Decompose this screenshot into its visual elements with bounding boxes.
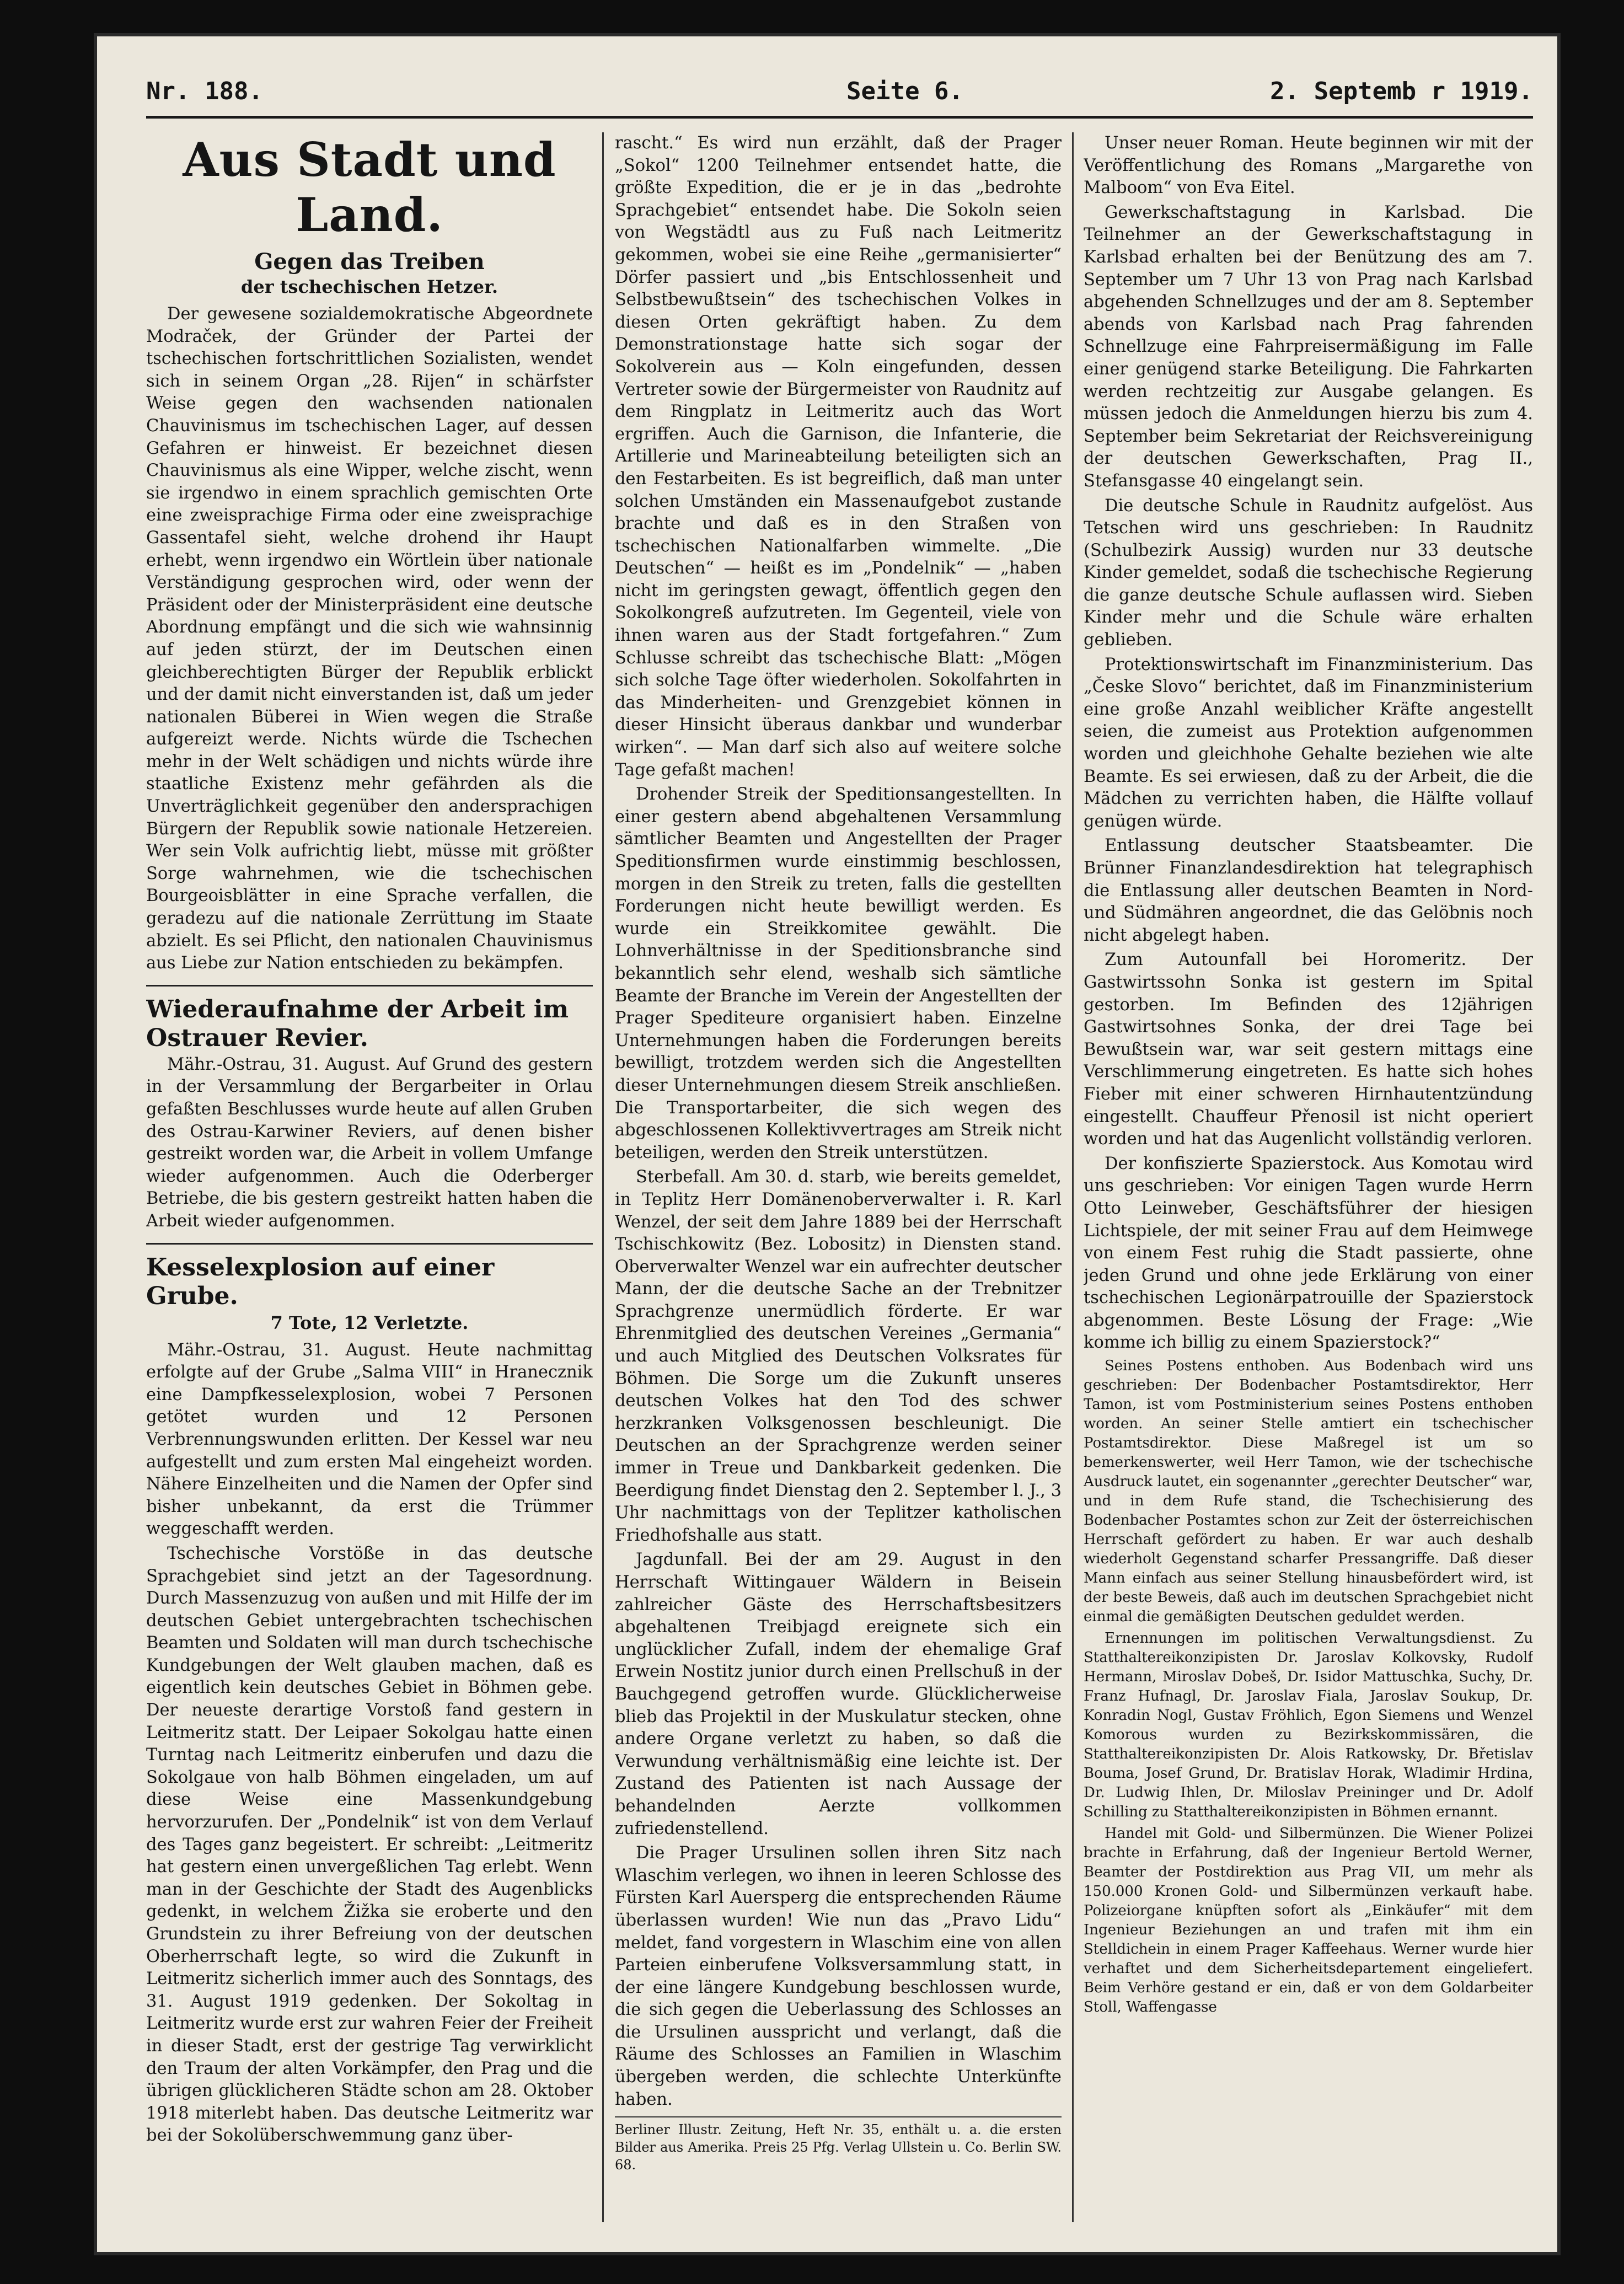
article-paragraph: rascht.“ Es wird nun erzählt, daß der Prager „Sokol“ 1200 Teilnehmer entsendet hatte, die größte Expedition, die er je in das „bedrohte Sprachgebiet“ entsendet habe. Die Sokoln seien von Wegstädtl aus zu Fuß nach Leitmeritz gekommen, wobei sie eine Reihe „germanisierter“ Dörfer passiert und „bis Entschlossenheit und Selbstbewußtsein“ des tschechischen Volkes in diesen Orten gekräftigt haben. Zu dem Demonstrationstage hatte sich sogar der Sokolverein aus — Koln eingefunden, dessen Vertreter sowie der Bürgermeister von Raudnitz auf dem Ringplatz in Leitmeritz auch das Wort ergriffen. Auch die Garnison, die Infanterie, die Artillerie und Marineabteilung beteiligten sich an den Festarbeiten. Es ist begreiflich, daß man unter solchen Umständen ein Massenaufgebot zustande brachte und daß es in den Straßen von tschechischen Nationalfarben wimmelte. „Die Deutschen“ — heißt es im „Pondelnik“ — „haben nicht im geringsten gewagt, öffentlich gegen den Sokolkongreß aufzutreten. Im Gegenteil, viele von ihnen waren aus der Stadt fortgefahren.“ Zum Schlusse schreibt das tschechische Blatt: „Mögen sich solche Tage öfter wiederholen. Sokolfahrten in das Minderheiten- und Grenzgebiet können in dieser Hinsicht überaus dankbar und wunderbar wirken“. — Man darf sich also auf weitere solche Tage gefaßt machen!	[615, 133, 1062, 780]
article-paragraph: Mähr.-Ostrau, 31. August. Heute nachmittag erfolgte auf der Grube „Salma VIII“ in Hranecznik eine Dampfkesselexplosion, wobei 7 Personen getötet wurden und 12 Personen Verbrennungswunden erlitten. Der Kessel war neu aufgestellt und zum ersten Mal eingeheizt worden. Nähere Einzelheiten und die Namen der Opfer sind bisher unbekannt, da erst die Trümmer weggeschafft werden.	[146, 1340, 593, 1539]
article-headline: Gegen das Treiben	[254, 249, 485, 275]
article-headline: Kesselexplosion auf einer Grube.	[146, 1243, 593, 1311]
page-number: Seite 6.	[846, 77, 963, 105]
article-paragraph: Unser neuer Roman. Heute beginnen wir mit der Veröffentlichung des Romans „Margarethe von Malboom“ von Eva Eitel.	[1084, 133, 1533, 198]
column-rule	[602, 132, 604, 2222]
article-paragraph: Handel mit Gold- und Silbermünzen. Die Wiener Polizei brachte in Erfahrung, daß der Ingenieur Bertold Werner, Beamter der Postdirektion aus Prag VII, um mehr als 150.000 Kronen Gold- und Silbermünzen verkauft habe. Polizeiorgane knüpften sofort als „Einkäufer“ mit dem Ingenieur Beziehungen an und trafen mit ihm ein Stelldichein in einem Prager Kaffeehaus. Werner wurde hier verhaftet und dem Sicherheitsdepartement eingeliefert. Beim Verhöre gestand er ein, daß er von dem Goldarbeiter Stoll, Waffengasse	[1084, 1825, 1533, 2016]
article-paragraph: Mähr.-Ostrau, 31. August. Auf Grund des gestern in der Versammlung der Bergarbeiter in Orlau gefaßten Beschlusses wurde heute auf allen Gruben des Ostrau-Karwiner Reviers, auf denen bisher gestreikt worden war, die Arbeit in vollem Umfange wieder aufgenommen. Auch die Oderberger Betriebe, die bis gestern gestreikt hatten haben die Arbeit wieder aufgenommen.	[146, 1054, 593, 1231]
article-paragraph: Der konfiszierte Spazierstock. Aus Komotau wird uns geschrieben: Vor einigen Tagen wurde Herrn Otto Leinweber, Geschäftsführer der hiesigen Lichtspiele, der mit seiner Frau auf dem Heimwege von einem Fest ruhig die Stadt passierte, ohne jeden Grund und ohne jede Erklärung von einer tschechischen Legionärpatrouille der Spazierstock abgenommen. Beste Lösung der Frage: „Wie komme ich billig zu einem Spazierstock?“	[1084, 1154, 1533, 1353]
article-headline: Wiederaufnahme der Arbeit im Ostrauer Revier.	[146, 985, 593, 1053]
issue-date: 2. Septemb r 1919.	[1270, 77, 1533, 105]
article-paragraph: Sterbefall. Am 30. d. starb, wie bereits gemeldet, in Teplitz Herr Domänenoberverwalter i. R. Karl Wenzel, der seit dem Jahre 1889 bei der Herrschaft Tschischkowitz (Bez. Lobositz) in Diensten stand. Oberverwalter Wenzel war ein aufrechter deutscher Mann, der die deutsche Sache an der Trebnitzer Sprachgrenze unermüdlich förderte. Er war Ehrenmitglied des deutschen Vereines „Germania“ und auch Mitglied des Deutschen Volksrates für Böhmen. Die Sorge um die Zukunft unseres deutschen Volkes hat den Tod des schwer herzkranken Volksgenossen beschleunigt. Die Deutschen an der Sprachgrenze werden seiner immer in Treue und Dankbarkeit gedenken. Die Beerdigung findet Dienstag den 2. September l. J., 3 Uhr nachmittags von der Teplitzer katholischen Friedhofshalle aus statt.	[615, 1167, 1062, 1545]
page-header	[146, 77, 1533, 119]
article-paragraph: Jagdunfall. Bei der am 29. August in den Herrschaft Wittingauer Wäldern in Beisein zahlreicher Gäste des Herrschaftsbesitzers abgehaltenen Treibjagd ereignete sich ein unglücklicher Zufall, indem der ehemalige Graf Erwein Nostitz junior durch einen Prellschuß in der Bauchgegend getroffen wurde. Glücklicherweise blieb das Projektil in der Muskulatur stecken, ohne andere Organe verletzt zu haben, so daß die Verwundung verhältnismäßig eine leichte ist. Der Zustand des Patienten ist nach Aussage der behandelnden Aerzte vollkommen zufriedenstellend.	[615, 1550, 1062, 1838]
section-masthead: Aus Stadt und Land.	[183, 132, 556, 242]
article-paragraph: Der gewesene sozialdemokratische Abgeordnete Modraček, der Gründer der Partei der tschechischen fortschrittlichen Sozialisten, wendet sich in seinem Organ „28. Rijen“ in schärfster Weise gegen den wachsenden nationalen Chauvinismus im tschechischen Lager, auf dessen Gefahren er hinweist. Er bezeichnet diesen Chauvinismus als eine Wipper, welche zischt, wenn sie irgendwo in einem sprachlich gemischten Orte eine zweisprachige Firma oder eine zweisprachige Gassentafel sieht, welche drohend ihr Haupt erhebt, wenn irgendwo ein Wörtlein über nationale Verständigung gesprochen wird, oder wenn der Präsident oder der Ministerpräsident eine deutsche Abordnung empfängt und die sich wie wahnsinnig auf jeden stürzt, der im Deutschen einen gleichberechtigten Bürger der Republik erblickt und der damit nicht einverstanden ist, daß um jeder nationalen Büberei in Wien wegen die Straße aufgereizt werde. Nichts würde die Tschechen mehr in der Welt schädigen und nichts würde ihre staatliche Existenz mehr gefährden als die Unverträglichkeit gegenüber den andersprachigen Bürgern der Republik sowie nationale Hetzereien. Wer sein Volk aufrichtig liebt, müsse mit größter Sorge wahrnehmen, wie die tschechischen Bourgeoisblätter in eine Sprache verfallen, die geradezu auf die nationale Zerrüttung im Staate abzielt. Es sei Pflicht, den nationalen Chauvinismus aus Liebe zur Nation entschieden zu bekämpfen.	[146, 304, 593, 973]
article-paragraph: Die Prager Ursulinen sollen ihren Sitz nach Wlaschim verlegen, wo ihnen in leeren Schlosse des Fürsten Karl Auersperg die entsprechenden Räume überlassen wurden! Wie nun das „Pravo Lidu“ meldet, fand vorgestern in Wlaschim eine von allen Parteien einberufene Volksversammlung statt, in der eine längere Kundgebung beschlossen wurde, die sich gegen die Ueberlassung des Schlosses an die Ursulinen ausspricht und verlangt, daß die Räume des Schlosses an Familien in Wlaschim übergeben werden, die schlechte Unterkünfte haben.	[615, 1843, 1062, 2109]
article-paragraph: Protektionswirtschaft im Finanzministerium. Das „Česke Slovo“ berichtet, daß im Finanzministerium eine große Anzahl weiblicher Kräfte angestellt seien, die zumeist aus Protektion aufgenommen worden und gleichhohe Gehalte beziehen wie alte Beamte. Es sei erwiesen, daß zu der Arbeit, die die Mädchen zu verrichten haben, die Hälfte vollauf genügen würde.	[1084, 655, 1533, 831]
article-subheadline: der tschechischen Hetzer.	[240, 276, 499, 297]
article-paragraph: Gewerkschaftstagung in Karlsbad. Die Teilnehmer an der Gewerkschaftstagung in Karlsbad erhalten bei der Benützung des am 7. September um 7 Uhr 13 von Prag nach Karlsbad abgehenden Schnellzuges und der am 8. September abends von Karlsbad nach Prag fahrenden Schnellzuge eine Fahrpreisermäßigung im Falle einer genügend starke Beteiligung. Die Fahrkarten werden rechtzeitig zur Ausgabe gelangen. Es müssen jedoch die Anmeldungen hierzu bis zum 4. September beim Sekretariat der Reichsvereinigung der deutschen Gewerkschaften, Prag II., Stefansgasse 40 eingelangt sein.	[1084, 202, 1533, 491]
column-rule	[1072, 132, 1074, 2222]
column-2	[615, 132, 1062, 2228]
issue-number: Nr. 188.	[146, 77, 263, 105]
column-3	[1084, 132, 1533, 2228]
article-paragraph: Die deutsche Schule in Raudnitz aufgelöst. Aus Tetschen wird uns geschrieben: In Raudnitz (Schulbezirk Aussig) wurden nur 33 deutsche Kinder gemeldet, sodaß die tschechische Regierung die ganze deutsche Schule auflassen wird. Sieben Kinder mehr und die Schule wäre erhalten geblieben.	[1084, 496, 1533, 650]
article-paragraph: Seines Postens enthoben. Aus Bodenbach wird uns geschrieben: Der Bodenbacher Postamtsdirektor, Herr Tamon, ist vom Postministerium seines Postens enthoben worden. An seiner Stelle amtiert ein tschechischer Postamtsdirektor. Diese Maßregel ist um so bemerkenswerter, weil Herr Tamon, wie der tschechische Ausdruck lautet, ein sogenannter „gerechter Deutscher“ war, und in dem Rufe stand, die Tschechisierung des Bodenbacher Postamtes schon zur Zeit der österreichischen Herrschaft gefördert zu haben. Er war auch deshalb wiederholt Gegenstand scharfer Pressangriffe. Daß dieser Mann einfach aus seiner Stellung hinausbefördert wird, ist der beste Beweis, daß auch im deutschen Sprachgebiet nicht einmal die gemäßigten Deutschen geduldet werden.	[1084, 1358, 1533, 1626]
article-paragraph: Drohender Streik der Speditionsangestellten. In einer gestern abend abgehaltenen Versammlung sämtlicher Beamten und Angestellten der Prager Speditionsfirmen wurde einstimmig beschlossen, morgen in den Streik zu treten, falls die gestellten Forderungen nicht heute bewilligt werden. Es wurde ein Streikkomitee gewählt. Die Lohnverhältnisse in der Speditionsbranche sind bekanntlich sehr elend, weshalb sich sämtliche Beamte der Branche im Verein der Angestellten der Prager Spediteure organisiert haben. Einzelne Unternehmungen haben die Forderungen bereits bewilligt, trotzdem werden sich die Angestellten dieser Unternehmungen diesem Streik anschließen. Die Transportarbeiter, die sich wegen des abgeschlossenen Kollektivvertrages am Streik nicht beteiligen, werden den Streik unterstützen.	[615, 785, 1062, 1162]
newspaper-page	[94, 33, 1561, 2255]
advertisement-note: Berliner Illustr. Zeitung, Heft Nr. 35, enthält u. a. die ersten Bilder aus Amerika. Preis 25 Pfg. Verlag Ullstein u. Co. Berlin SW. 68.	[615, 2116, 1062, 2174]
column-1	[146, 132, 593, 2228]
article-subheadline: 7 Tote, 12 Verletzte.	[270, 1312, 469, 1333]
article-paragraph: Tschechische Vorstöße in das deutsche Sprachgebiet sind jetzt an der Tagesordnung. Durch Massenzuzug von außen und mit Hilfe der im deutschen Gebiet untergebrachten tschechischen Beamten und Soldaten will man durch tschechische Kundgebungen der Welt glauben machen, daß es eigentlich kein deutsches Gebiet in Böhmen gebe. Der neueste derartige Vorstoß fand gestern in Leitmeritz statt. Der Leipaer Sokolgau hatte einen Turntag nach Leitmeritz einberufen und dazu die Sokolgaue von halb Böhmen eingeladen, um auf diese Weise eine Massenkundgebung hervorzurufen. Der „Pondelnik“ ist von dem Verlauf des Tages ganz begeistert. Er schreibt: „Leitmeritz hat gestern einen unvergeßlichen Tag erlebt. Wenn man in der Geschichte der Stadt des Augenblicks gedenkt, in welchem Žižka sie eroberte und den Grundstein zu ihrer Befreiung von der deutschen Oberherrschaft legte, so wird die Zukunft in Leitmeritz sicherlich immer auch des Sonntags, des 31. August 1919 gedenken. Der Sokoltag in Leitmeritz wurde erst zur wahren Feier der Freiheit in dieser Stadt, erst der gestrige Tag verwirklicht den Traum der alten Vorkämpfer, den Prag und die übrigen glücklicheren Städte schon am 28. Oktober 1918 miterlebt haben. Das deutsche Leitmeritz war bei der Sokolüberschwemmung ganz über-	[146, 1543, 593, 2146]
article-paragraph: Ernennungen im politischen Verwaltungsdienst. Zu Statthaltereikonzipisten Dr. Jaroslav Kolkovsky, Rudolf Hermann, Miroslav Dobeš, Dr. Isidor Mattuschka, Suchy, Dr. Franz Hufnagl, Dr. Jaroslav Fiala, Jaroslav Soukup, Dr. Konradin Nogl, Gustav Fröhlich, Egon Siemens und Wenzel Komorous wurden zu Bezirkskommissären, die Statthaltereikonzipisten Dr. Alois Ratkowsky, Dr. Břetislav Bouma, Josef Grund, Dr. Bratislav Horak, Wladimir Hrdina, Dr. Ludwig Ihlen, Dr. Miloslav Preininger und Dr. Adolf Schilling zu Statthaltereikonzipisten in Böhmen ernannt.	[1084, 1630, 1533, 1821]
article-paragraph: Entlassung deutscher Staatsbeamter. Die Brünner Finanzlandesdirektion hat telegraphisch die Entlassung aller deutschen Beamten in Nord- und Südmähren angeordnet, die das Gelöbnis noch nicht abgelegt haben.	[1084, 836, 1533, 945]
article-paragraph: Zum Autounfall bei Horomeritz. Der Gastwirtssohn Sonka ist gestern im Spital gestorben. Im Befinden des 12jährigen Gastwirtsohnes Sonka, der drei Tage bei Bewußtsein war, war seit gestern mittags eine Verschlimmerung eingetreten. Es hatte sich hohes Fieber mit einer schweren Hirnhautentzündung eingestellt. Chauffeur Přenosil ist nicht operiert worden und hat das Augenlicht vollständig verloren.	[1084, 950, 1533, 1149]
